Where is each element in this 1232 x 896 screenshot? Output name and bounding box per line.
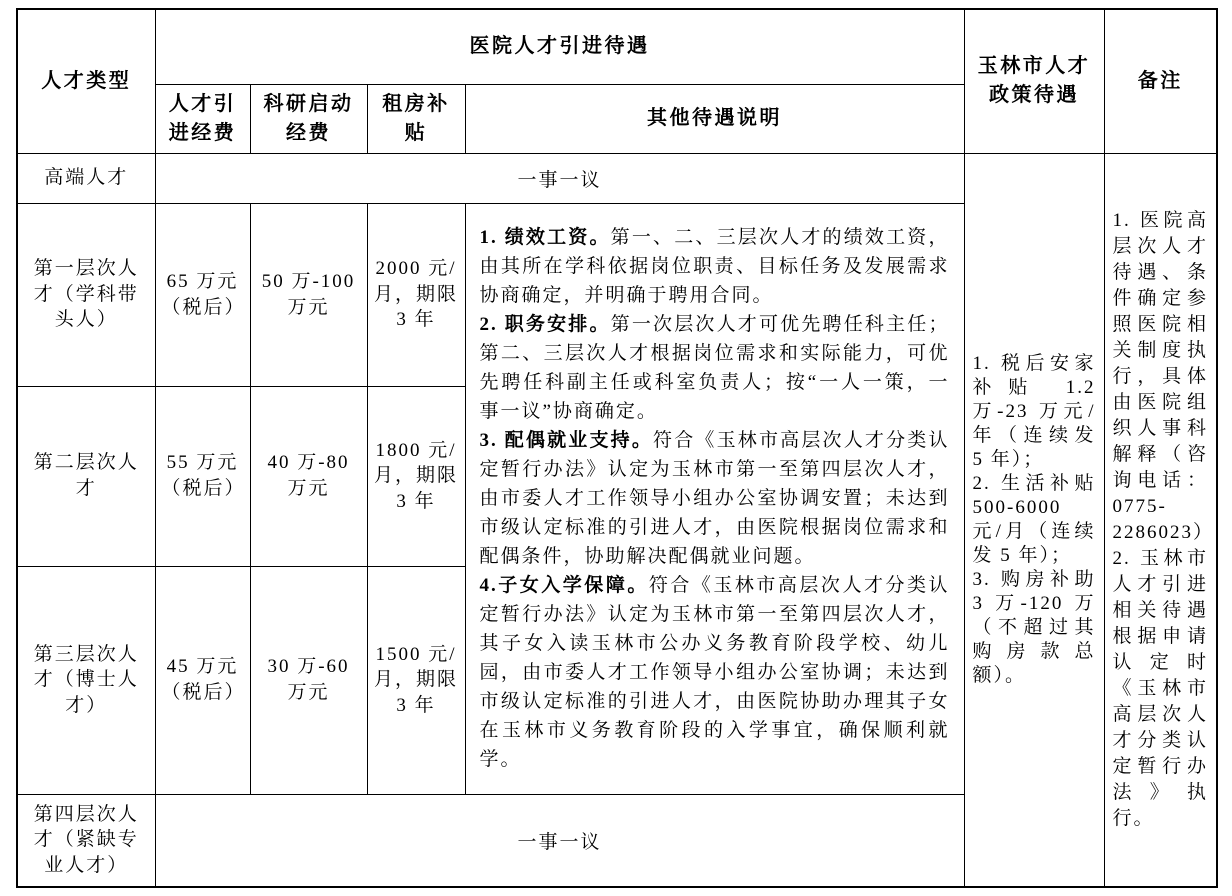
other-benefit-text: 第一次层次人才可优先聘任科主任；第二、三层次人才根据岗位需求和实际能力，可优先聘任科副主任或科室负责人；按“一人一策，一事一议”协商确定。	[479, 314, 950, 422]
other-benefit-text: 符合《玉林市高层次人才分类认定暂行办法》认定为玉林市第一至第四层次人才，其子女入读玉林市公办义务教育阶段学校、幼儿园，由市委人才工作领导小组办公室协调；未达到市级认定标准的引进人才，由医院协助办理其子女在玉林市义务教育阶段的入学事宜，确保顺利就学。	[479, 575, 950, 770]
cell-tier2-intro-fund: 55 万元（税后）	[155, 386, 250, 566]
other-benefit-label: 4.子女入学保障。	[479, 575, 649, 596]
cell-highend-type: 高端人才	[17, 153, 155, 203]
header-remarks: 备注	[1104, 9, 1217, 153]
subheader-other-benefits: 其他待遇说明	[465, 84, 964, 153]
cell-tier1-research-fund: 50 万-100 万元	[250, 203, 367, 386]
other-benefit-item	[480, 571, 950, 774]
city-policy-item: 1. 税后安家补贴 1.2 万-23 万元/年（连续发 5 年）；	[972, 352, 1096, 470]
other-benefit-text: 符合《玉林市高层次人才分类认定暂行办法》认定为玉林市第一至第四层次人才，由市委人才工作领导小组办公室协调安置；未达到市级认定标准的引进人才，由医院根据岗位需求和配偶条件，协助解决配偶就业问题。	[479, 430, 950, 567]
cell-tier1-rent-subsidy: 2000 元/月，期限 3 年	[367, 203, 465, 386]
cell-tier3-intro-fund: 45 万元（税后）	[155, 566, 250, 794]
cell-tier1-type: 第一层次人才（学科带头人）	[17, 203, 155, 386]
other-benefit-text: 第一、二、三层次人才的绩效工资，由其所在学科依据岗位职责、目标任务及发展需求协商确定，并明确于聘用合同。	[479, 227, 950, 306]
other-benefit-item	[480, 223, 950, 310]
remarks-item: 1. 医院高层次人才待遇、条件确定参照医院相关制度执行，具体由医院组织人事科解释（咨询电话：0775-2286023）	[1112, 209, 1215, 543]
cell-tier2-type: 第二层次人才	[17, 386, 155, 566]
header-city-policy: 玉林市人才政策待遇	[964, 9, 1104, 153]
other-benefit-item	[480, 310, 950, 426]
header-hospital-benefits: 医院人才引进待遇	[155, 9, 964, 84]
cell-highend-benefit: 一事一议	[155, 153, 964, 203]
header-talent-type: 人才类型	[17, 9, 155, 153]
cell-other-benefits	[465, 203, 964, 794]
talent-benefits-table	[16, 8, 1218, 888]
other-benefit-label: 2. 职务安排。	[479, 314, 611, 335]
cell-tier2-rent-subsidy: 1800 元/月，期限 3 年	[367, 386, 465, 566]
city-policy-item: 2. 生活补贴 500-6000 元/月（连续发 5 年）；	[972, 472, 1096, 566]
cell-tier3-rent-subsidy: 1500 元/月，期限 3 年	[367, 566, 465, 794]
cell-tier3-research-fund: 30 万-60 万元	[250, 566, 367, 794]
table-row	[17, 153, 1217, 203]
cell-remarks	[1104, 153, 1217, 887]
cell-tier2-research-fund: 40 万-80 万元	[250, 386, 367, 566]
cell-tier3-type: 第三层次人才（博士人才）	[17, 566, 155, 794]
other-benefit-label: 1. 绩效工资。	[479, 227, 611, 248]
remarks-item: 2. 玉林市人才引进相关待遇根据申请认定时《玉林市高层次人才分类认定暂行办法》执行。	[1112, 547, 1208, 829]
cell-city-policy	[964, 153, 1104, 887]
cell-tier1-intro-fund: 65 万元（税后）	[155, 203, 250, 386]
city-policy-item: 3. 购房补助 3 万-120 万（不超过其购房款总额）。	[972, 568, 1096, 686]
cell-tier4-benefit: 一事一议	[155, 794, 964, 887]
subheader-intro-fund: 人才引进经费	[155, 84, 250, 153]
other-benefit-label: 3. 配偶就业支持。	[479, 430, 654, 451]
cell-tier4-type: 第四层次人才（紧缺专业人才）	[17, 794, 155, 887]
subheader-rent-subsidy: 租房补贴	[367, 84, 465, 153]
subheader-research-fund: 科研启动经费	[250, 84, 367, 153]
other-benefit-item	[480, 426, 950, 571]
